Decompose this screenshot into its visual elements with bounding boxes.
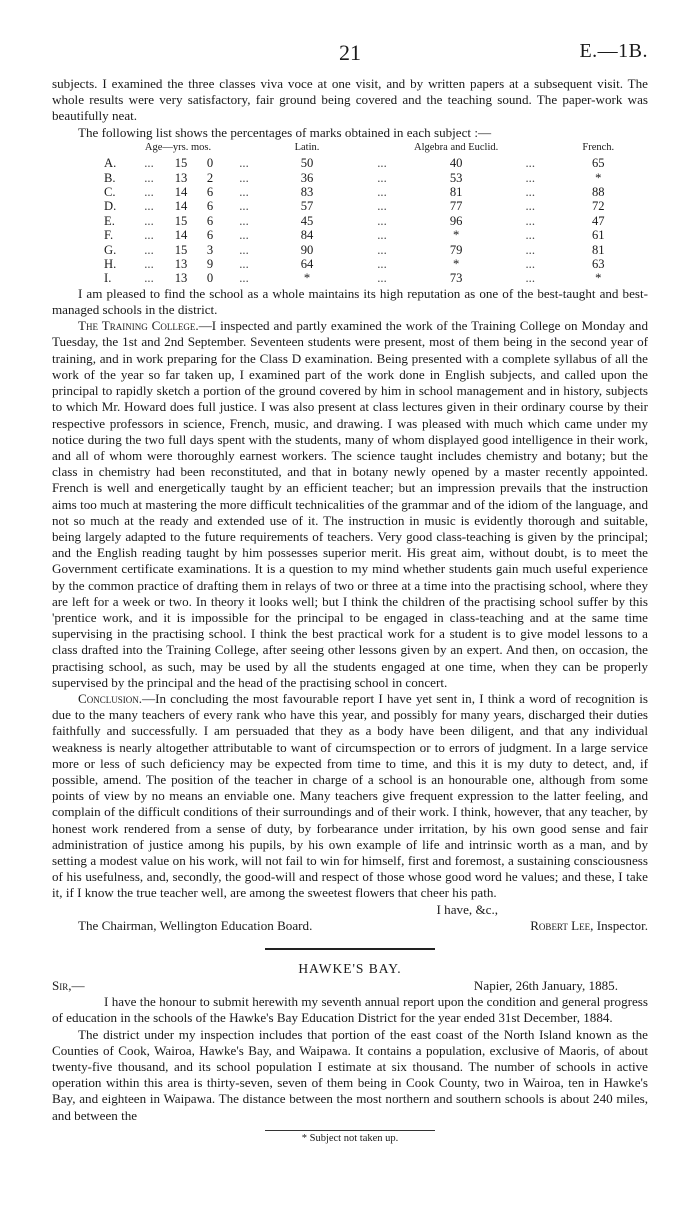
age-months: 2 bbox=[206, 170, 214, 185]
addressee: The Chairman, Wellington Education Board. bbox=[78, 917, 313, 933]
dot-leader: ... bbox=[377, 213, 387, 228]
latin-mark: 36 bbox=[300, 170, 314, 185]
dot-leader: ... bbox=[239, 199, 249, 214]
table-row bbox=[60, 199, 634, 213]
conclusion-heading: Conclusion. bbox=[78, 690, 143, 706]
marks-table bbox=[60, 141, 634, 286]
dot-leader: ... bbox=[239, 228, 249, 243]
algebra-mark: 40 bbox=[449, 156, 463, 171]
dot-leader: ... bbox=[239, 170, 249, 185]
closing-line: I have, &c., bbox=[436, 901, 498, 917]
algebra-mark: 77 bbox=[449, 199, 463, 214]
dot-leader: ... bbox=[525, 170, 535, 185]
dot-leader: ... bbox=[144, 257, 154, 272]
row-label: F. bbox=[104, 228, 114, 243]
table-row bbox=[60, 257, 634, 271]
header-algebra: Algebra and Euclid. bbox=[414, 141, 499, 153]
latin-mark: 64 bbox=[300, 257, 314, 272]
dot-leader: ... bbox=[525, 271, 535, 286]
marks-table-body bbox=[60, 156, 634, 286]
training-college-paragraph bbox=[52, 318, 648, 691]
dot-leader: ... bbox=[144, 170, 154, 185]
hawkes-bay-paragraph-1: I have the honour to submit herewith my seventh annual report upon the condition and general progress of education in the schools of the Hawke's Bay Education District for the year ended 31st December, 1884. bbox=[52, 994, 648, 1026]
age-months: 3 bbox=[206, 242, 214, 257]
dot-leader: ... bbox=[525, 199, 535, 214]
age-months: 6 bbox=[206, 213, 214, 228]
algebra-mark: 53 bbox=[449, 170, 463, 185]
age-years: 13 bbox=[174, 257, 188, 272]
age-months: 6 bbox=[206, 199, 214, 214]
section-divider bbox=[265, 948, 435, 950]
dot-leader: ... bbox=[525, 185, 535, 200]
dot-leader: ... bbox=[144, 156, 154, 171]
dot-leader: ... bbox=[377, 185, 387, 200]
algebra-mark: 96 bbox=[449, 213, 463, 228]
header-age: Age—yrs. mos. bbox=[144, 141, 212, 153]
french-mark: * bbox=[595, 170, 602, 185]
row-label: E. bbox=[104, 213, 115, 228]
age-years: 15 bbox=[174, 213, 188, 228]
age-years: 14 bbox=[174, 228, 188, 243]
age-years: 14 bbox=[174, 185, 188, 200]
dot-leader: ... bbox=[525, 242, 535, 257]
age-months: 0 bbox=[206, 156, 214, 171]
footnote-rule bbox=[265, 1130, 435, 1131]
algebra-mark: * bbox=[452, 257, 460, 272]
dot-leader: ... bbox=[377, 199, 387, 214]
age-months: 9 bbox=[206, 257, 214, 272]
table-row bbox=[60, 271, 634, 285]
dot-leader: ... bbox=[525, 257, 535, 272]
latin-mark: 84 bbox=[300, 228, 314, 243]
dot-leader: ... bbox=[525, 213, 535, 228]
training-college-text: —I inspected and partly examined the work of the Training College on Monday and Tuesday, the 1st and 2nd September. Seventeen students were present, most of them being in the second year of training, and in work preparing for the Class D examination. Being presented with a complete syllabus of all the work of the year so far taken up, I examined part of the work done in English subjects, and called upon the principal to rapidly sketch a portion of the ground covered by him in school management and in history, subjects to which Mr. Howard does full justice. I was also present at class lectures given in their ordinary course by their respective professors in science, French, music, and drawing. I was pleased with much which came under my notice during the two full days spent with the students, many of whom displayed good intelligence in their work, and all of whom were thoroughly earnest workers. The science taught includes chemistry and botany; but the class in chemistry had been reconstituted, and that in botany newly opened by a master recently appointed. French is well and energetically taught by an efficient teacher; but an impression prevails that the instruction aims too much at mastering the more difficult technicalities of the grammar and of the idiom of the language, and not so much at the ready and extended use of it. The instruction in music is evidently thorough and suitable, being largely adapted to the future requirements of teachers. Very good class-teaching is given by the principal; and the English reading taught by him possesses superior merit. His great aim, without doubt, is to meet the Government certificate examinations. It is a question to my mind whether students gain much useful experience by the common practice of drafting them in relays of two or three at a time into the practising school, where they are left for a week or two. In theory it looks well; but I think the children of the practising school suffer by this 'prentice work, and it is impossible for the principal to be engaged in class-teaching and at the same time supervising in the practising school. I think the best practical work for a student is to give model lessons to a class drafted into the Training College, after seeing other lessons given by an expert. And then, on occasion, the practising school, as such, may be used by all the students engaged at one time, when they can be properly supervised by the principal and the head of the practising school in concert. bbox=[52, 318, 649, 690]
after-table-paragraph: I am pleased to find the school as a whole maintains its high reputation as one of the best-taught and best-managed schools in the district. bbox=[52, 285, 648, 318]
age-years: 14 bbox=[174, 199, 188, 214]
table-row bbox=[60, 243, 634, 257]
dot-leader: ... bbox=[239, 271, 249, 286]
dot-leader: ... bbox=[144, 185, 154, 200]
table-intro: The following list shows the percentages of marks obtained in each subject :— bbox=[78, 124, 492, 140]
document-page bbox=[52, 40, 648, 1144]
french-mark: 65 bbox=[591, 156, 605, 171]
age-years: 15 bbox=[174, 156, 188, 171]
dot-leader: ... bbox=[377, 170, 387, 185]
latin-mark: 90 bbox=[300, 242, 314, 257]
french-mark: * bbox=[595, 271, 602, 286]
row-label: D. bbox=[104, 199, 117, 214]
salutation-line bbox=[52, 978, 648, 994]
dot-leader: ... bbox=[377, 242, 387, 257]
latin-mark: 45 bbox=[300, 213, 314, 228]
row-label: I. bbox=[104, 271, 112, 286]
salutation: Sir,— bbox=[52, 978, 85, 993]
header-latin: Latin. bbox=[294, 141, 320, 153]
dot-leader: ... bbox=[144, 271, 154, 286]
french-mark: 47 bbox=[591, 213, 605, 228]
dot-leader: ... bbox=[377, 156, 387, 171]
signature-block bbox=[52, 918, 648, 934]
footnote: * Subject not taken up. bbox=[301, 1132, 399, 1144]
table-row bbox=[60, 156, 634, 170]
french-mark: 63 bbox=[591, 257, 605, 272]
algebra-mark: 81 bbox=[449, 185, 463, 200]
table-row bbox=[60, 185, 634, 199]
conclusion-paragraph bbox=[52, 691, 648, 902]
french-mark: 88 bbox=[591, 185, 605, 200]
latin-mark: * bbox=[303, 271, 311, 286]
dot-leader: ... bbox=[239, 242, 249, 257]
age-months: 0 bbox=[206, 271, 214, 286]
dot-leader: ... bbox=[239, 257, 249, 272]
signatory-block bbox=[530, 918, 648, 934]
row-label: G. bbox=[104, 242, 117, 257]
dot-leader: ... bbox=[525, 156, 535, 171]
latin-mark: 50 bbox=[300, 156, 314, 171]
dot-leader: ... bbox=[144, 242, 154, 257]
marks-table-header bbox=[60, 141, 634, 156]
algebra-mark: 79 bbox=[449, 242, 463, 257]
row-label: A. bbox=[104, 156, 117, 171]
table-row bbox=[60, 171, 634, 185]
intro-paragraph: subjects. I examined the three classes viva voce at one visit, and by written papers at a subsequent visit. The whole results were very satisfactory, fair ground being covered and the teaching sound. The paper-work was beautifully neat. bbox=[52, 76, 648, 124]
algebra-mark: * bbox=[452, 228, 460, 243]
training-college-heading: The Training College. bbox=[78, 318, 199, 334]
table-row bbox=[60, 214, 634, 228]
dot-leader: ... bbox=[239, 185, 249, 200]
dateline: Napier, 26th January, 1885. bbox=[473, 978, 618, 993]
dot-leader: ... bbox=[525, 228, 535, 243]
section-title: HAWKE'S BAY. bbox=[298, 961, 402, 976]
row-label: H. bbox=[104, 257, 117, 272]
age-months: 6 bbox=[206, 185, 214, 200]
age-years: 15 bbox=[174, 242, 188, 257]
signatory-name: Robert Lee, bbox=[530, 917, 594, 933]
dot-leader: ... bbox=[377, 257, 387, 272]
dot-leader: ... bbox=[239, 213, 249, 228]
document-reference: E.—1B. bbox=[579, 40, 648, 62]
dot-leader: ... bbox=[377, 271, 387, 286]
french-mark: 81 bbox=[591, 242, 605, 257]
row-label: C. bbox=[104, 185, 116, 200]
latin-mark: 57 bbox=[300, 199, 314, 214]
latin-mark: 83 bbox=[300, 185, 314, 200]
dot-leader: ... bbox=[239, 156, 249, 171]
conclusion-text: —In concluding the most favourable report I have yet sent in, I think a word of recognition is due to the many teachers of every rank who have this year, and possibly for many years, discharged their duties faithfully and successfully. I am persuaded that they as a body have been diligent, and that any individual weakness is nearly altogether attributable to want of circumspection or to errors of judgment. In a large service more or less of such deficiency may be expected from time to time, and this it is my duty to detect, and, if possible, amend. The position of the teacher in charge of a school is an honourable one, although from some points of view by no means an enviable one. Many teachers give frequent expression to the latter feeling, and complain of the difficult conditions of their surroundings and of their work. I think, however, that any teacher, by honest work rendered from a sense of duty, by forbearance under irritation, by his own good sense and fair administration of justice among his pupils, by his own example of life and intrinsic worth as a man, and by setting a modest value on his work, will not fail to win for himself, first and foremost, a sustaining consciousness of his usefulness, and, secondly, the good-will and respect of those whose good word he values; and these, I take it, if I know the true teacher well, are among the sweetest flowers that cheer his path. bbox=[52, 690, 648, 901]
row-label: B. bbox=[104, 170, 116, 185]
french-mark: 72 bbox=[591, 199, 605, 214]
french-mark: 61 bbox=[591, 228, 605, 243]
page-header bbox=[52, 40, 648, 76]
algebra-mark: 73 bbox=[449, 271, 463, 286]
age-months: 6 bbox=[206, 228, 214, 243]
hawkes-bay-paragraph-2: The district under my inspection includes that portion of the east coast of the North Island known as the Counties of Cook, Wairoa, Hawke's Bay, and Waipawa. It contains a population, exclusive of Maoris, of about twenty-five thousand, and its school population I estimate at six thousand. The number of schools in active operation within this area is thirty-seven, seven of them being in Cook County, two in Wairoa, ten in Hawke's Bay, and eighteen in Waipawa. The distance between the most northern and southern schools is about 240 miles, and between the bbox=[52, 1026, 648, 1123]
dot-leader: ... bbox=[144, 199, 154, 214]
age-years: 13 bbox=[174, 170, 188, 185]
table-row bbox=[60, 228, 634, 242]
age-years: 13 bbox=[174, 271, 188, 286]
dot-leader: ... bbox=[377, 228, 387, 243]
header-french: French. bbox=[582, 141, 615, 153]
page-number: 21 bbox=[339, 40, 361, 65]
dot-leader: ... bbox=[144, 228, 154, 243]
signatory-title: Inspector. bbox=[596, 917, 648, 933]
dot-leader: ... bbox=[144, 213, 154, 228]
